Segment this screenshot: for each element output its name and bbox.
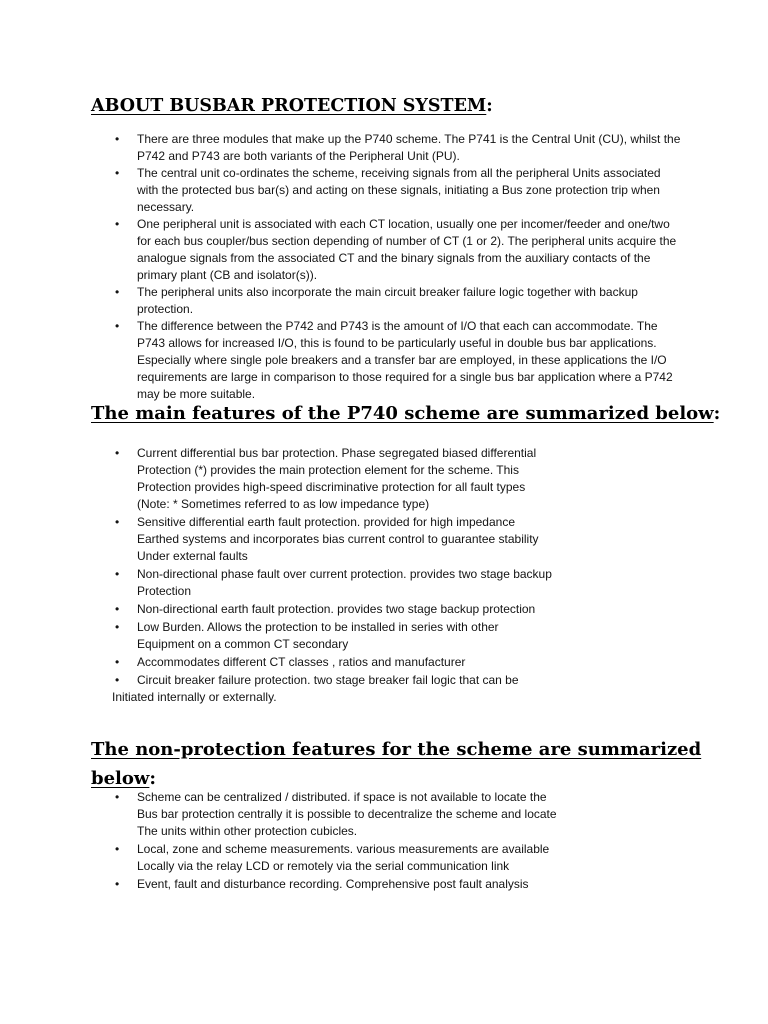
line: Event, fault and disturbance recording. Comprehensive post fault analysis bbox=[137, 877, 529, 891]
line: (Note: * Sometimes referred to as low impedance type) bbox=[137, 497, 430, 511]
list-item bbox=[137, 619, 607, 653]
line: Locally via the relay LCD or remotely via the serial communication link bbox=[137, 859, 510, 873]
line: Accommodates different CT classes , ratios and manufacturer bbox=[137, 655, 466, 669]
line: Protection provides high-speed discriminative protection for all fault types bbox=[137, 480, 526, 494]
line: Earthed systems and incorporates bias current control to guarantee stability bbox=[137, 532, 539, 546]
list-item bbox=[137, 654, 607, 671]
list-item: • The difference between the P742 and P743 is the amount of I/O that each can accommodate. The P743 allows for increased I/O, this is found to be particularly useful in double bus bar applications. Especially where single pole breakers and a transfer bar are employed, in these applications the I/O requirements are large in comparison to those required for a single bus bar application where a P742 may be more suitable. bbox=[137, 318, 682, 403]
list-item bbox=[137, 876, 607, 893]
list-item bbox=[137, 841, 607, 875]
non-protection-list bbox=[137, 789, 607, 894]
heading-colon: : bbox=[486, 96, 493, 116]
about-list bbox=[137, 131, 682, 403]
list-item bbox=[137, 601, 607, 618]
list-item bbox=[137, 445, 607, 513]
heading-colon: : bbox=[713, 403, 721, 424]
list-item: • The peripheral units also incorporate the main circuit breaker failure logic together with backup protection. bbox=[137, 284, 682, 318]
line: Circuit breaker failure protection. two stage breaker fail logic that can be bbox=[137, 673, 519, 687]
line: Sensitive differential earth fault protection. provided for high impedance bbox=[137, 515, 516, 529]
list-item bbox=[112, 672, 607, 706]
line: Non-directional earth fault protection. provides two stage backup protection bbox=[137, 602, 536, 616]
line: Non-directional phase fault over current protection. provides two stage backup bbox=[137, 567, 552, 581]
list-item bbox=[137, 789, 607, 840]
heading-text: The main features of the P740 scheme are summarized below bbox=[91, 403, 714, 424]
main-features-list bbox=[112, 445, 607, 707]
line: Equipment on a common CT secondary bbox=[137, 637, 349, 651]
section-heading-main-features bbox=[91, 400, 720, 428]
list-item: • There are three modules that make up the P740 scheme. The P741 is the Central Unit (CU), whilst the P742 and P743 are both variants of the Peripheral Unit (PU). bbox=[137, 131, 682, 165]
heading-text: The non-protection features for the scheme are summarized below bbox=[91, 739, 702, 789]
line: The units within other protection cubicles. bbox=[137, 824, 358, 838]
list-item: • The central unit co-ordinates the scheme, receiving signals from all the peripheral Units associated with the protected bus bar(s) and acting on these signals, initiating a Bus zone protection trip when necessary. bbox=[137, 165, 682, 216]
line: Bus bar protection centrally it is possible to decentralize the scheme and locate bbox=[137, 807, 557, 821]
line: Current differential bus bar protection. Phase segregated biased differential bbox=[137, 446, 537, 460]
line: Scheme can be centralized / distributed. if space is not available to locate the bbox=[137, 790, 547, 804]
section-heading-about-busbar bbox=[91, 92, 493, 120]
line: Initiated internally or externally. bbox=[112, 690, 277, 704]
list-item bbox=[137, 514, 607, 565]
list-item bbox=[137, 566, 607, 600]
line: Local, zone and scheme measurements. various measurements are available bbox=[137, 842, 550, 856]
line: Low Burden. Allows the protection to be installed in series with other bbox=[137, 620, 499, 634]
line: Under external faults bbox=[137, 549, 248, 563]
heading-colon: : bbox=[149, 768, 157, 789]
heading-text: ABOUT BUSBAR PROTECTION SYSTEM bbox=[91, 96, 487, 116]
section-heading-non-protection bbox=[91, 735, 711, 793]
list-item: • One peripheral unit is associated with each CT location, usually one per incomer/feeder and one/two for each bus coupler/bus section depending of number of CT (1 or 2). The peripheral units acquire the analogue signals from the associated CT and the binary signals from the auxiliary contacts of the primary plant (CB and isolator(s)). bbox=[137, 216, 682, 284]
line: Protection bbox=[137, 584, 192, 598]
line: Protection (*) provides the main protection element for the scheme. This bbox=[137, 463, 519, 477]
